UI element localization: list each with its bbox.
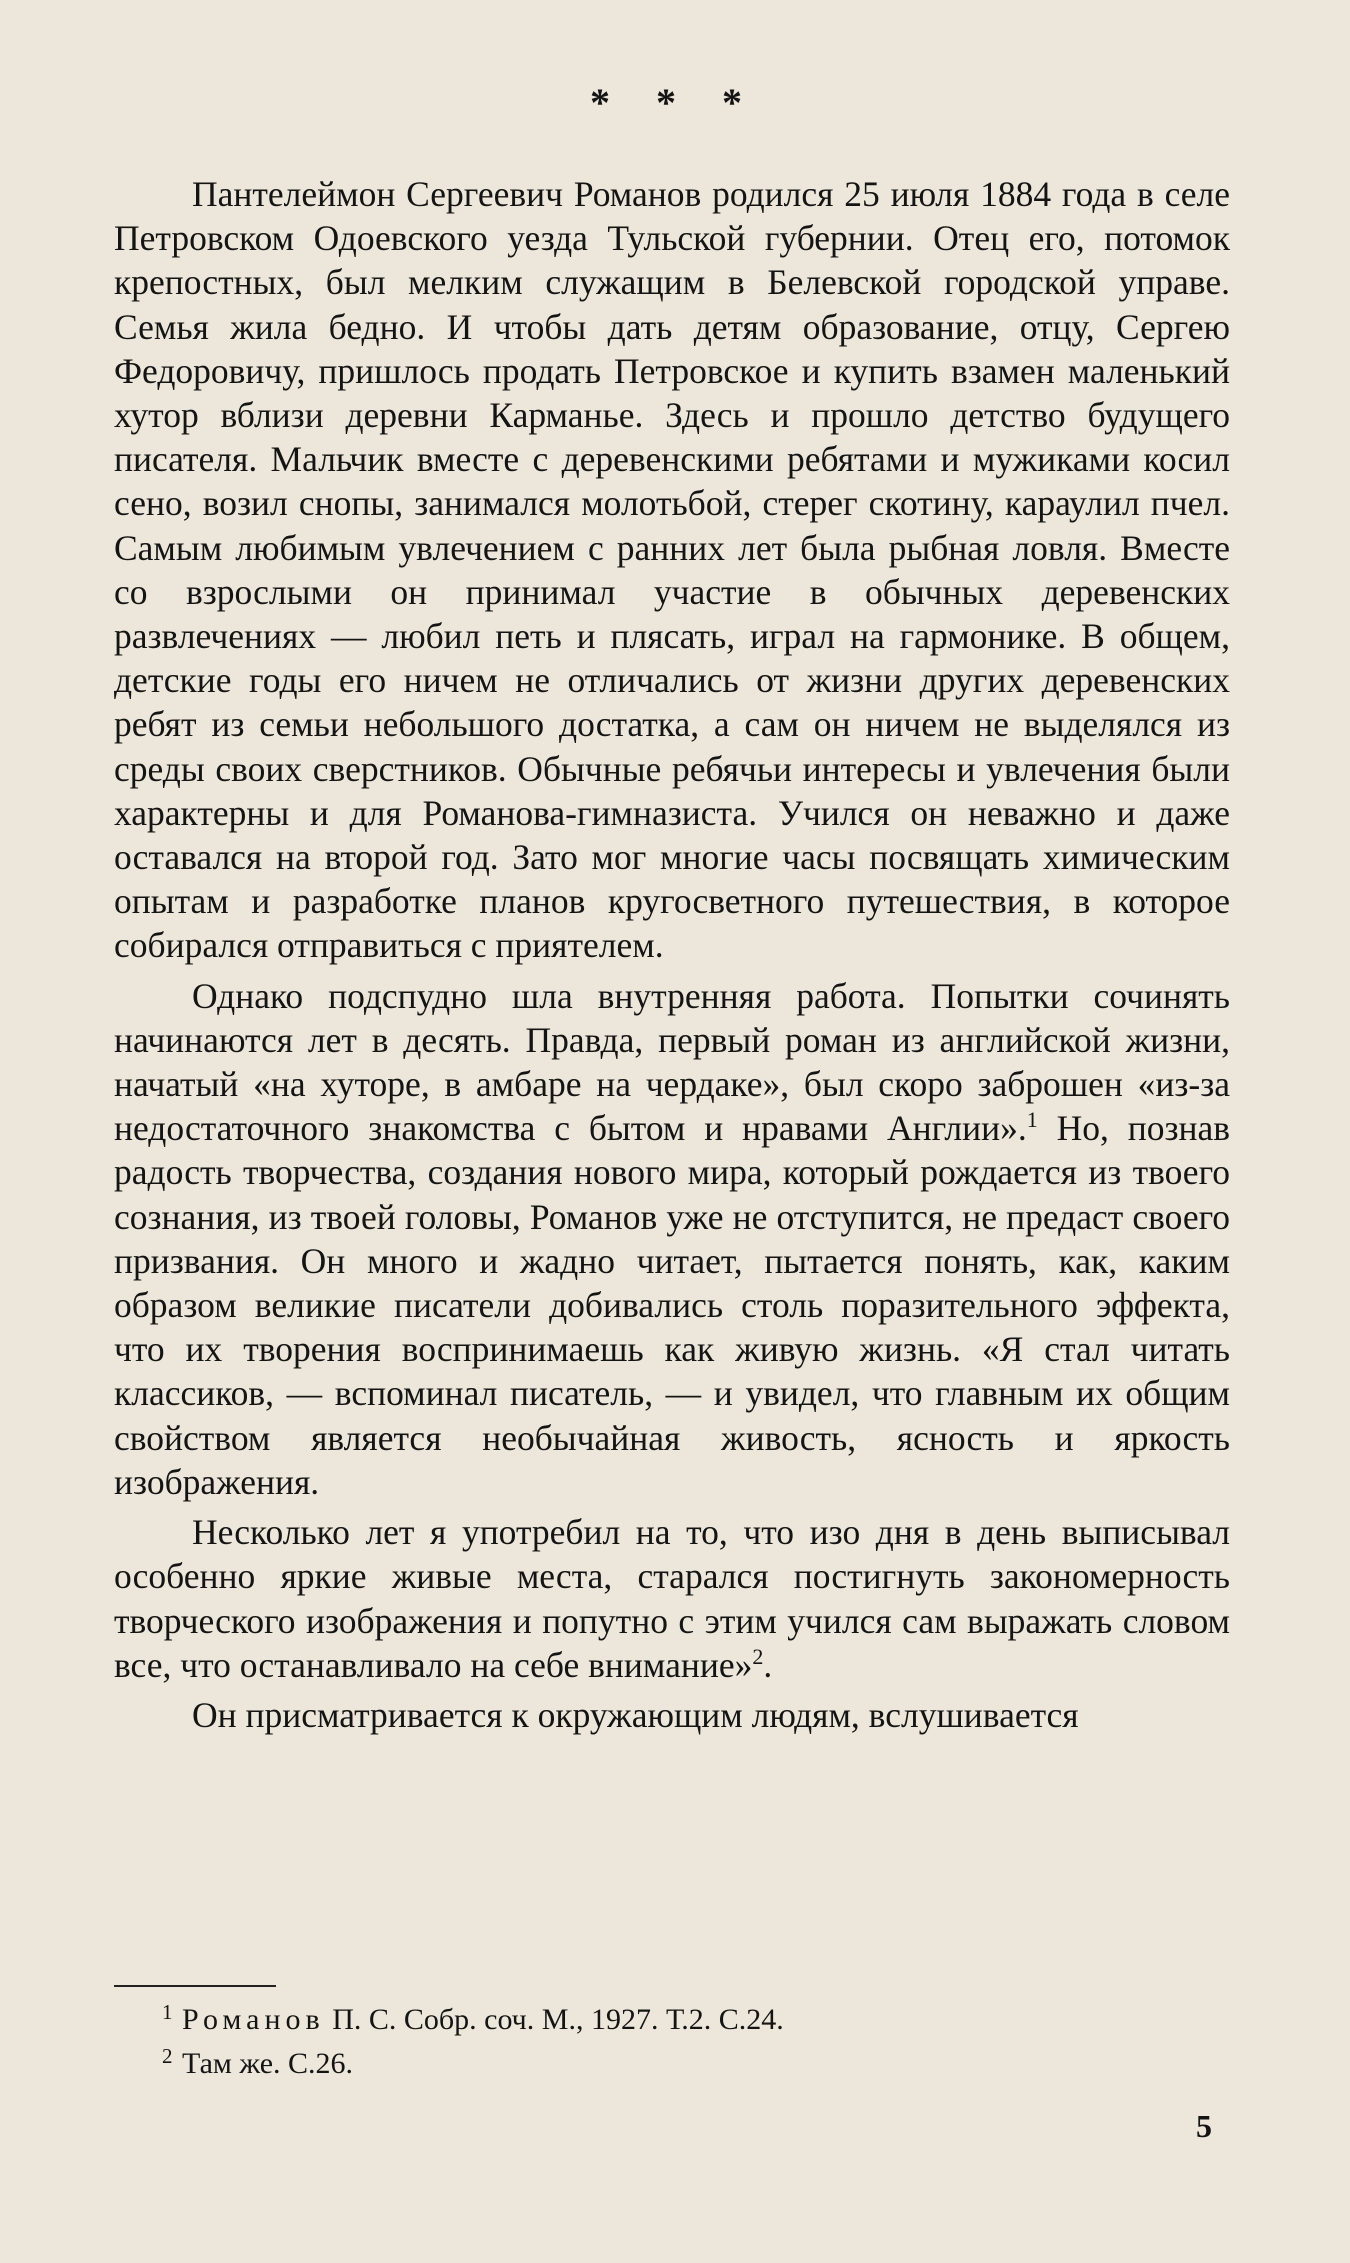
footnote-1-number: 1: [162, 2000, 173, 2024]
paragraph-1: [114, 172, 1230, 968]
body-text: [114, 172, 1230, 1743]
section-separator: * * *: [590, 80, 760, 125]
footnote-1: [162, 1998, 1182, 2042]
paragraph-2-text-a: Однако подспудно шла внутренняя работа. Попытки сочинять начинаются лет в десять. Правда, первый роман из английской жизни, начатый «на хуторе, в амбаре на чердаке», был скоро заброшен «из-за недостаточного знакомства с бытом и нравами Англии».: [114, 975, 1230, 1149]
paragraph-4-text: Он присматривается к окружающим людям, вслушивается: [192, 1694, 1079, 1735]
footnote-2-number: 2: [162, 2044, 173, 2068]
paragraph-2: [114, 974, 1230, 1504]
paragraph-3-text-a: Несколько лет я употребил на то, что изо дня в день выписывал особенно яркие живые места, старался постигнуть закономерность творческого изображения и попутно с этим учился сам выражать словом все, что останавливало на себе внимание»: [114, 1512, 1230, 1685]
footnote-2-text: Там же. С.26.: [182, 2047, 354, 2080]
paragraph-1-text: Пантелеймон Сергеевич Романов родился 25 июля 1884 года в селе Петровском Одоевского уезда Тульской губернии. Отец его, потомок крепостных, был мелким служащим в Белевской городской управе. Семья жила бедно. И чтобы дать детям образование, отцу, Сергею Федоровичу, пришлось продать Петровское и купить взамен маленький хутор вблизи деревни Карманье. Здесь и прошло детство будущего писателя. Мальчик вместе с деревенскими ребятами и мужиками косил сено, возил снопы, занимался молотьбой, стерег скотину, караулил пчел. Самым любимым увлечением с ранних лет была рыбная ловля. Вместе со взрослыми он принимал участие в обычных деревенских развлечениях — любил петь и плясать, играл на гармонике. В общем, детские годы его ничем не отличались от жизни других деревенских ребят из семьи небольшого достатка, а сам он ничем не выделялся из среды своих сверстников. Обычные ребячьи интересы и увлечения были характерны и для Романова-гимназиста. Учился он неважно и даже оставался на второй год. Зато мог многие часы посвящать химическим опытам и разработке планов кругосветного путешествия, в которое собирался отправиться с приятелем.: [114, 174, 1230, 966]
footnotes: [162, 1998, 1182, 2086]
footnote-1-text: П. С. Собр. соч. М., 1927. Т.2. С.24.: [324, 2003, 784, 2036]
footnote-ref-1: 1: [1026, 1107, 1038, 1133]
paragraph-3-text-b: .: [763, 1644, 773, 1685]
footnote-divider: [114, 1985, 276, 1987]
paragraph-2-text-b: Но, познав радость творчества, создания нового мира, который рождается из твоего сознания, из твоей головы, Романов уже не отступится, не предаст своего призвания. Он много и жадно читает, пытается понять, как, каким образом великие писатели добивались столь поразительного эффекта, что их творения воспринимаешь как живую жизнь. «Я стал читать классиков, — вспоминал писатель, — и увидел, что главным их общим свойством является необычайная живость, ясность и яркость изображения.: [114, 1108, 1230, 1502]
footnote-ref-2: 2: [752, 1643, 764, 1669]
page-number: 5: [1196, 2108, 1212, 2144]
footnote-2: [162, 2042, 1182, 2086]
paragraph-4: [114, 1693, 1230, 1737]
footnote-1-author: Романов: [182, 2003, 325, 2036]
paragraph-3: [114, 1510, 1230, 1687]
